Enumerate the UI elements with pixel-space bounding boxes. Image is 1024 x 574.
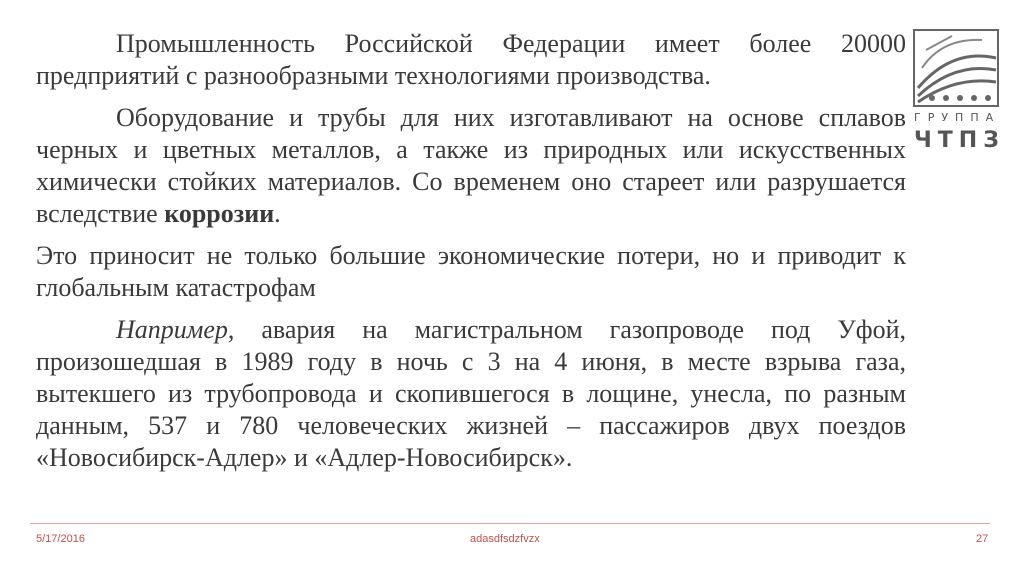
logo-brand-label: ЧТПЗ — [914, 128, 1005, 153]
paragraph-4-text: , авария на магистральном газопроводе под Уфой, произошедшая в 1989 году в ночь с 3 на 4 июня, в месте взрыва газа, вытекшего из трубопровода и скопившегося в лощине, унесла, по разным данным, 537 и 780 человеческих жизней – пассажиров двух поездов «Новосибирск-Адлер» и «Адлер-Новосибирск». — [36, 315, 906, 472]
footer-date: 5/17/2016 — [36, 533, 85, 545]
paragraph-3: Это приносит не только большие экономические потери, но и приводит к глобальным катастрофам — [36, 241, 906, 302]
footer-text: adasdfsdzfvzx — [470, 533, 540, 545]
paragraph-2-text: Оборудование и трубы для них изготавливают на основе сплавов черных и цветных металлов, а также из природных или искусственных химически стойких материалов. Со временем оно стареет или разрушается вследствие — [36, 103, 906, 228]
example-word: Например — [116, 315, 228, 344]
logo-group-label: ГРУППА — [914, 111, 1001, 124]
chtpz-logo-icon — [912, 28, 1004, 108]
paragraph-4 — [36, 314, 906, 474]
keyword-corrosion: коррозии — [164, 199, 275, 228]
paragraph-1: Промышленность Российской Федерации имеет более 20000 предприятий с разнообразными технологиями производства. — [36, 29, 906, 90]
slide-body — [36, 28, 906, 484]
footer-divider — [30, 523, 990, 524]
paragraph-2 — [36, 102, 906, 230]
paragraph-2-end: . — [274, 199, 281, 228]
page-number: 27 — [976, 533, 989, 545]
